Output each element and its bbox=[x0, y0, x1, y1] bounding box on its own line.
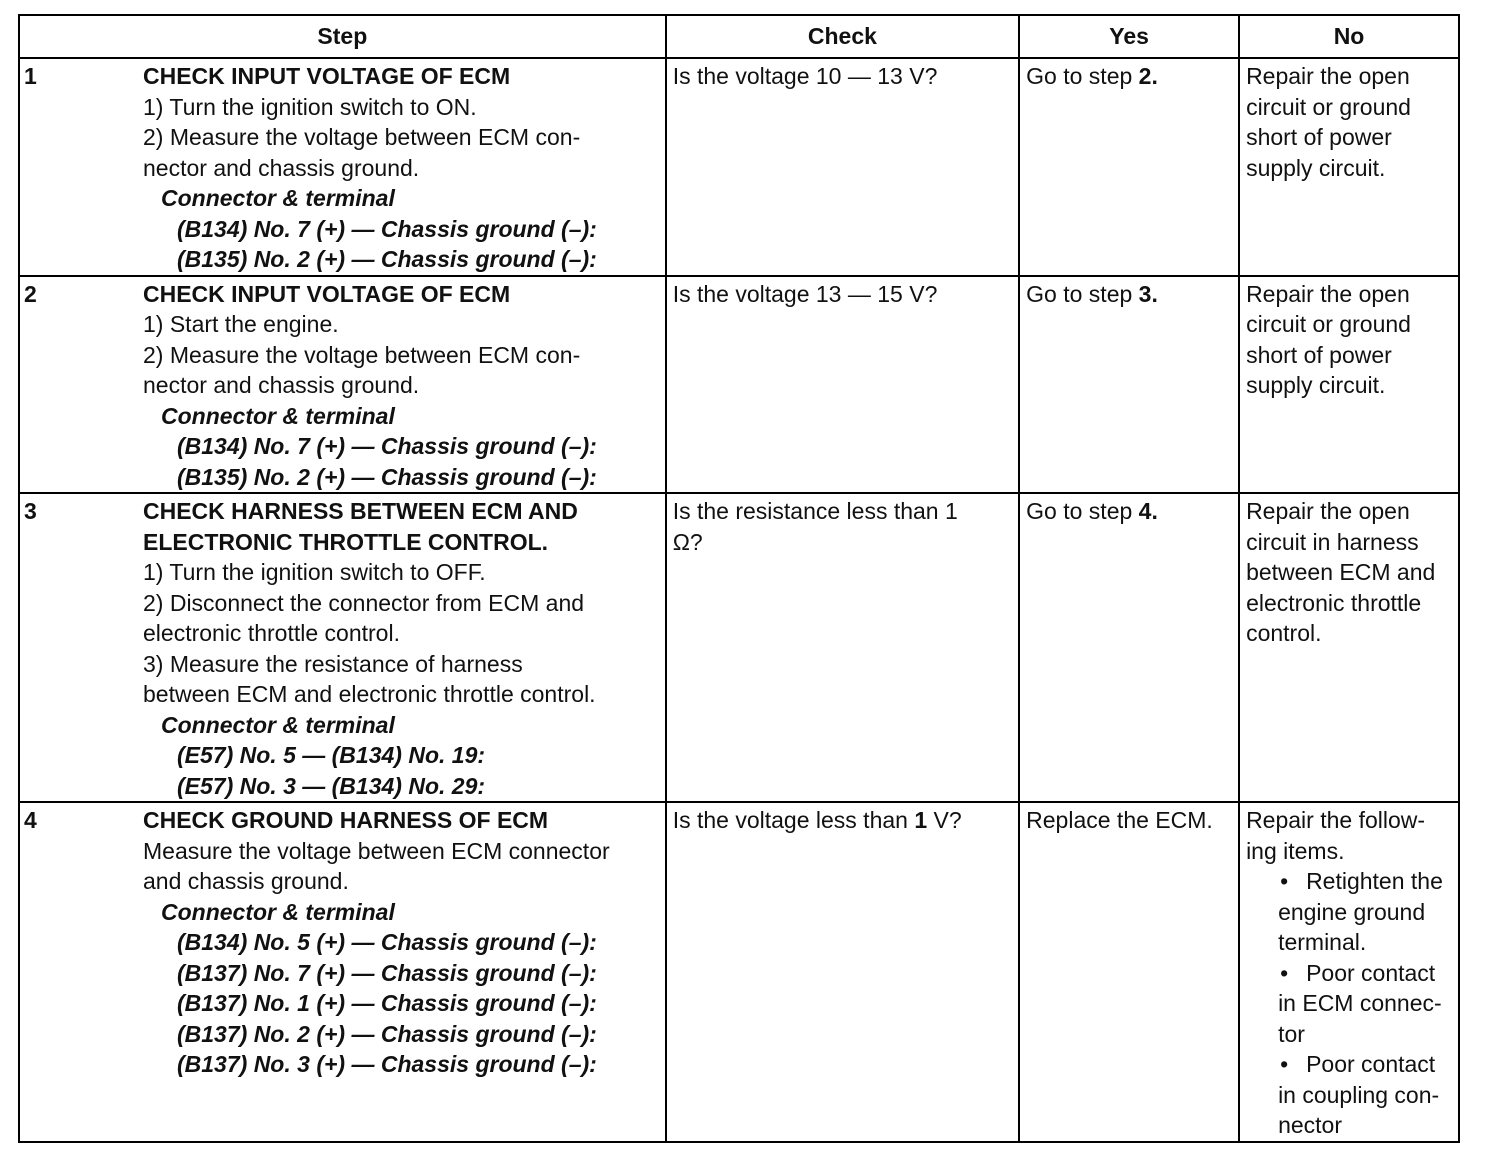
no-text-line: electronic throttle bbox=[1246, 589, 1422, 616]
check-text: Ω? bbox=[672, 528, 703, 555]
instruction-line: nector and chassis ground. bbox=[143, 154, 420, 181]
no-item-line: engine ground bbox=[1278, 898, 1426, 925]
instruction-line: 2) Measure the voltage between ECM con- bbox=[143, 124, 581, 150]
no-item-line: Retighten the bbox=[1306, 868, 1443, 894]
no-text-line: circuit or ground bbox=[1246, 93, 1411, 120]
no-list-item bbox=[1246, 866, 1452, 958]
diagnostic-procedure-page bbox=[18, 14, 1460, 1143]
header-row bbox=[19, 15, 1459, 58]
yes-text: Replace the ECM. bbox=[1026, 807, 1213, 833]
step-title: CHECK INPUT VOLTAGE OF ECM bbox=[143, 280, 511, 307]
step-cell bbox=[19, 802, 666, 1142]
terminal-spec: (B134) No. 5 (+) — Chassis ground (–): bbox=[177, 929, 597, 955]
no-text-line: short of power bbox=[1246, 124, 1392, 150]
check-text-end: V? bbox=[927, 807, 962, 833]
check-text: Is the voltage less than bbox=[672, 807, 915, 833]
no-text-line: Repair the follow- bbox=[1246, 807, 1426, 833]
instruction-line: 2) Disconnect the connector from ECM and bbox=[143, 589, 585, 616]
yes-step-ref: 3. bbox=[1138, 280, 1158, 307]
no-item-line: Poor contact bbox=[1306, 1051, 1436, 1077]
yes-text: Go to step bbox=[1026, 280, 1139, 307]
bullet-icon: • bbox=[1280, 959, 1289, 986]
no-item-line: tor bbox=[1278, 1020, 1305, 1047]
no-cell bbox=[1239, 276, 1459, 494]
step-cell bbox=[19, 58, 666, 276]
instruction-line: between ECM and electronic throttle control. bbox=[143, 681, 596, 707]
bullet-icon: • bbox=[1280, 1051, 1289, 1077]
step-number: 1 bbox=[24, 63, 37, 89]
no-item-line: terminal. bbox=[1278, 929, 1367, 955]
no-text-line: supply circuit. bbox=[1246, 372, 1386, 398]
connector-terminal-heading: Connector & terminal bbox=[161, 185, 395, 211]
connector-terminal-heading: Connector & terminal bbox=[161, 711, 395, 738]
check-cell bbox=[666, 58, 1019, 276]
step-title: ELECTRONIC THROTTLE CONTROL. bbox=[143, 528, 549, 555]
terminal-spec: (B135) No. 2 (+) — Chassis ground (–): bbox=[177, 463, 597, 490]
no-text-line: control. bbox=[1246, 620, 1322, 646]
yes-step-ref: 4. bbox=[1138, 498, 1158, 524]
no-list-item bbox=[1246, 1049, 1452, 1141]
instruction-line: 1) Turn the ignition switch to ON. bbox=[143, 93, 477, 120]
terminal-spec: (B134) No. 7 (+) — Chassis ground (–): bbox=[177, 215, 597, 242]
instruction-line: 1) Start the engine. bbox=[143, 311, 339, 337]
table-row bbox=[19, 802, 1459, 1142]
terminal-spec: (B135) No. 2 (+) — Chassis ground (–): bbox=[177, 246, 597, 272]
instruction-line: electronic throttle control. bbox=[143, 620, 400, 646]
step-cell bbox=[19, 493, 666, 802]
header-no: No bbox=[1239, 15, 1459, 58]
header-yes: Yes bbox=[1019, 15, 1239, 58]
instruction-line: 2) Measure the voltage between ECM con- bbox=[143, 341, 581, 368]
step-cell bbox=[19, 276, 666, 494]
instruction-line: 3) Measure the resistance of harness bbox=[143, 650, 523, 677]
check-cell bbox=[666, 802, 1019, 1142]
no-text-line: Repair the open bbox=[1246, 280, 1410, 307]
yes-cell bbox=[1019, 276, 1239, 494]
terminal-spec: (B137) No. 3 (+) — Chassis ground (–): bbox=[177, 1051, 597, 1077]
yes-cell bbox=[1019, 802, 1239, 1142]
no-text-line: ing items. bbox=[1246, 837, 1345, 864]
terminal-spec: (B137) No. 7 (+) — Chassis ground (–): bbox=[177, 959, 597, 986]
check-value: 1 bbox=[914, 807, 928, 833]
step-title: CHECK HARNESS BETWEEN ECM AND bbox=[143, 498, 578, 524]
instruction-line: 1) Turn the ignition switch to OFF. bbox=[143, 559, 486, 585]
terminal-spec: (E57) No. 3 — (B134) No. 29: bbox=[177, 772, 486, 799]
step-number: 3 bbox=[24, 498, 37, 524]
no-cell bbox=[1239, 58, 1459, 276]
yes-step-ref: 2. bbox=[1138, 63, 1158, 89]
connector-terminal-heading: Connector & terminal bbox=[161, 402, 395, 429]
no-text-line: circuit or ground bbox=[1246, 311, 1411, 337]
no-text-line: circuit in harness bbox=[1246, 528, 1419, 555]
no-text-line: between ECM and bbox=[1246, 559, 1436, 585]
header-check: Check bbox=[666, 15, 1019, 58]
instruction-line: nector and chassis ground. bbox=[143, 372, 420, 398]
no-text-line: Repair the open bbox=[1246, 498, 1410, 524]
bullet-icon: • bbox=[1280, 868, 1289, 894]
terminal-spec: (B137) No. 2 (+) — Chassis ground (–): bbox=[177, 1020, 597, 1047]
terminal-spec: (E57) No. 5 — (B134) No. 19: bbox=[177, 742, 486, 768]
instruction-line: Measure the voltage between ECM connector bbox=[143, 837, 610, 864]
no-text-line: Repair the open bbox=[1246, 63, 1410, 89]
yes-cell bbox=[1019, 493, 1239, 802]
table-row bbox=[19, 276, 1459, 494]
step-number: 4 bbox=[24, 807, 37, 833]
no-cell bbox=[1239, 493, 1459, 802]
instruction-line: and chassis ground. bbox=[143, 868, 349, 894]
check-cell bbox=[666, 493, 1019, 802]
step-title: CHECK GROUND HARNESS OF ECM bbox=[143, 807, 549, 833]
check-cell bbox=[666, 276, 1019, 494]
check-text: Is the voltage 13 — 15 V? bbox=[672, 280, 938, 307]
no-text-line: short of power bbox=[1246, 341, 1392, 368]
no-list-item bbox=[1246, 958, 1452, 1050]
yes-text: Go to step bbox=[1026, 63, 1139, 89]
no-item-line: Poor contact bbox=[1306, 959, 1436, 986]
check-text: Is the voltage 10 — 13 V? bbox=[672, 63, 938, 89]
check-text: Is the resistance less than 1 bbox=[672, 498, 958, 524]
no-item-line: in ECM connec- bbox=[1278, 990, 1442, 1016]
terminal-spec: (B137) No. 1 (+) — Chassis ground (–): bbox=[177, 990, 597, 1016]
header-step: Step bbox=[19, 15, 666, 58]
table-row bbox=[19, 58, 1459, 276]
terminal-spec: (B134) No. 7 (+) — Chassis ground (–): bbox=[177, 433, 597, 459]
step-number: 2 bbox=[24, 280, 37, 307]
step-title: CHECK INPUT VOLTAGE OF ECM bbox=[143, 63, 511, 89]
no-item-line: in coupling con- bbox=[1278, 1081, 1440, 1108]
no-text-line: supply circuit. bbox=[1246, 154, 1386, 181]
yes-text: Go to step bbox=[1026, 498, 1139, 524]
connector-terminal-heading: Connector & terminal bbox=[161, 898, 395, 925]
no-cell bbox=[1239, 802, 1459, 1142]
yes-cell bbox=[1019, 58, 1239, 276]
table-row bbox=[19, 493, 1459, 802]
no-item-line: nector bbox=[1278, 1112, 1342, 1138]
diagnostic-table bbox=[18, 14, 1460, 1143]
